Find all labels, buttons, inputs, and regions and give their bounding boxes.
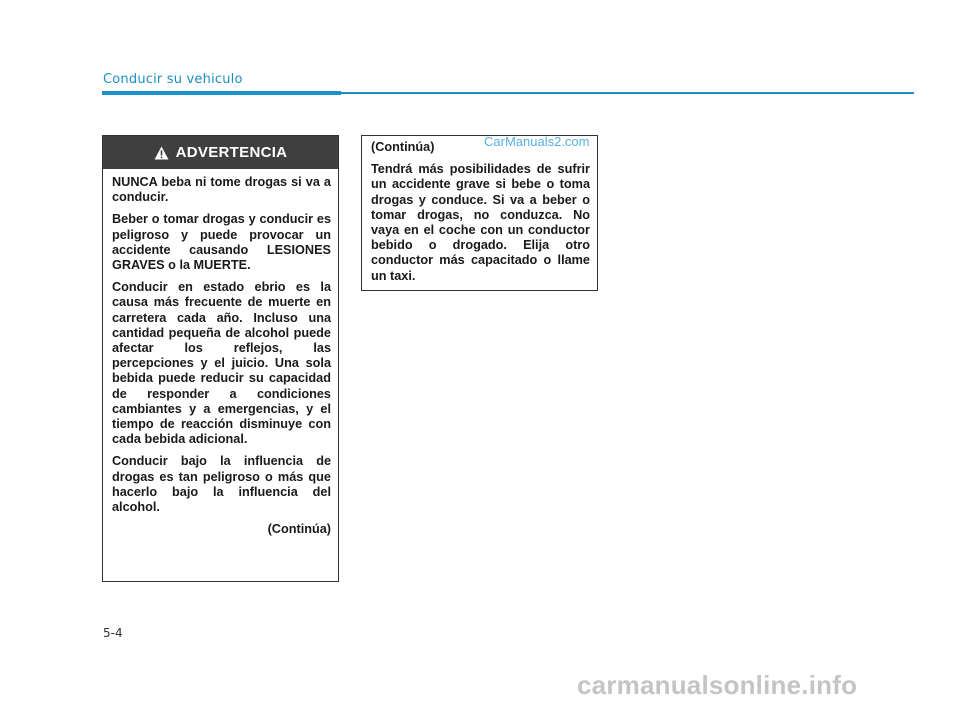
warning-title: ADVERTENCIA [175,144,288,161]
continued-body [362,136,597,284]
continued-paragraph: Tendrá más posibilidades de sufrir un accidente grave si bebe o toma drogas y conduce. Si va a beber o tomar drogas, no conduzca. No vaya en el coche con un conductor bebido o drogado. Elija otro conductor más capacitado o llame un taxi. [371,162,590,283]
watermark-link[interactable]: CarManuals2.com [484,134,590,149]
page-number: 5-4 [103,626,123,640]
warning-paragraph: Beber o tomar drogas y conducir es peligroso y puede provocar un accidente causando LESIONES GRAVES o la MUERTE. [112,212,331,273]
section-title: Conducir su vehiculo [103,72,243,87]
header-rule [341,92,914,94]
header-rule-accent [102,91,341,95]
continued-label: (Continúa) [267,522,331,537]
continued-box [361,135,598,291]
warning-box [102,135,339,582]
continued-heading: (Continúa) [371,140,435,154]
warning-paragraph: Conducir en estado ebrio es la causa más frecuente de muerte en carretera cada año. Incluso una cantidad pequeña de alcohol puede afectar los reflejos, las percepciones y el juicio. Una sola bebida puede reducir su capacidad de responder a condiciones cambiantes y a emergencias, y el tiempo de reacción disminuye con cada bebida adicional. [112,280,331,447]
warning-header [103,136,338,169]
footer-watermark: carmanualsonline.info [577,670,858,700]
warning-body [103,169,338,537]
warning-paragraph: NUNCA beba ni tome drogas si va a conducir. [112,175,331,205]
warning-paragraph: Conducir bajo la influencia de drogas es tan peligroso o más que hacerlo bajo la influencia del alcohol. [112,454,331,515]
warning-triangle-icon [154,146,169,160]
